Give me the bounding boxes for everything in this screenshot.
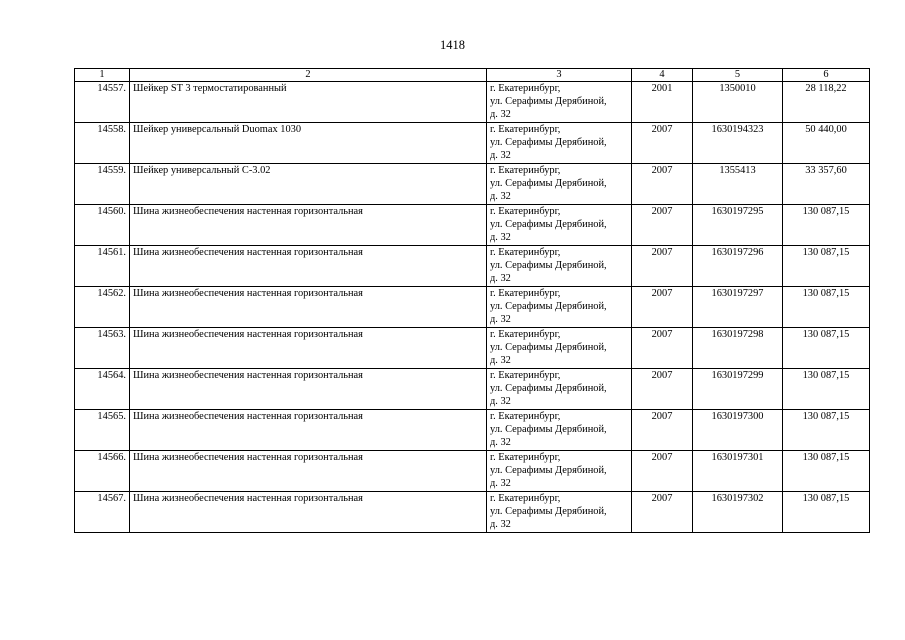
item-year: 2007 [632, 246, 693, 287]
address-line: ул. Серафимы Дерябиной, [490, 95, 607, 107]
item-address [487, 369, 632, 410]
address-line: ул. Серафимы Дерябиной, [490, 177, 607, 189]
item-name: Шина жизнеобеспечения настенная горизонтальная [130, 492, 487, 533]
row-number: 14558. [75, 123, 130, 164]
item-cost: 130 087,15 [783, 451, 870, 492]
item-address [487, 164, 632, 205]
address-line: г. Екатеринбург, [490, 411, 561, 422]
address-line: д. 32 [490, 395, 511, 407]
item-name: Шина жизнеобеспечения настенная горизонтальная [130, 328, 487, 369]
inventory-number: 1350010 [693, 82, 783, 123]
item-name: Шина жизнеобеспечения настенная горизонтальная [130, 287, 487, 328]
inventory-number: 1630197297 [693, 287, 783, 328]
row-number: 14567. [75, 492, 130, 533]
item-address [487, 82, 632, 123]
address-line: д. 32 [490, 231, 511, 243]
item-year: 2007 [632, 451, 693, 492]
item-year: 2007 [632, 410, 693, 451]
address-line: г. Екатеринбург, [490, 124, 561, 135]
item-cost: 50 440,00 [783, 123, 870, 164]
address-line: г. Екатеринбург, [490, 288, 561, 299]
item-name: Шина жизнеобеспечения настенная горизонтальная [130, 451, 487, 492]
column-header: 2 [130, 69, 487, 82]
item-address [487, 328, 632, 369]
item-address [487, 287, 632, 328]
page-number: 1418 [440, 38, 465, 52]
item-cost: 130 087,15 [783, 410, 870, 451]
table-row [75, 164, 870, 205]
address-line: ул. Серафимы Дерябиной, [490, 300, 607, 312]
address-line: г. Екатеринбург, [490, 452, 561, 463]
table-row [75, 246, 870, 287]
item-cost: 130 087,15 [783, 369, 870, 410]
item-name: Шейкер универсальный С-3.02 [130, 164, 487, 205]
column-header: 6 [783, 69, 870, 82]
item-address [487, 205, 632, 246]
address-line: г. Екатеринбург, [490, 370, 561, 381]
item-address [487, 492, 632, 533]
table-row [75, 123, 870, 164]
column-header: 5 [693, 69, 783, 82]
address-line: г. Екатеринбург, [490, 165, 561, 176]
row-number: 14566. [75, 451, 130, 492]
item-year: 2007 [632, 492, 693, 533]
inventory-number: 1630194323 [693, 123, 783, 164]
row-number: 14557. [75, 82, 130, 123]
address-line: ул. Серафимы Дерябиной, [490, 218, 607, 230]
row-number: 14565. [75, 410, 130, 451]
item-cost: 130 087,15 [783, 287, 870, 328]
table-row [75, 328, 870, 369]
item-year: 2007 [632, 369, 693, 410]
address-line: ул. Серафимы Дерябиной, [490, 259, 607, 271]
address-line: ул. Серафимы Дерябиной, [490, 382, 607, 394]
row-number: 14563. [75, 328, 130, 369]
address-line: д. 32 [490, 477, 511, 489]
item-cost: 130 087,15 [783, 205, 870, 246]
table-row [75, 287, 870, 328]
address-line: г. Екатеринбург, [490, 83, 561, 94]
item-cost: 130 087,15 [783, 492, 870, 533]
address-line: ул. Серафимы Дерябиной, [490, 505, 607, 517]
column-header: 4 [632, 69, 693, 82]
inventory-number: 1630197296 [693, 246, 783, 287]
address-line: г. Екатеринбург, [490, 493, 561, 504]
item-year: 2007 [632, 123, 693, 164]
address-line: ул. Серафимы Дерябиной, [490, 423, 607, 435]
table-row [75, 205, 870, 246]
item-cost: 130 087,15 [783, 328, 870, 369]
item-address [487, 246, 632, 287]
row-number: 14561. [75, 246, 130, 287]
inventory-number: 1630197298 [693, 328, 783, 369]
item-cost: 130 087,15 [783, 246, 870, 287]
column-header: 3 [487, 69, 632, 82]
inventory-number: 1630197295 [693, 205, 783, 246]
item-name: Шина жизнеобеспечения настенная горизонтальная [130, 410, 487, 451]
table-row [75, 410, 870, 451]
address-line: г. Екатеринбург, [490, 329, 561, 340]
item-year: 2007 [632, 164, 693, 205]
item-name: Шейкер ST 3 термостатированный [130, 82, 487, 123]
address-line: д. 32 [490, 518, 511, 530]
item-cost: 28 118,22 [783, 82, 870, 123]
address-line: г. Екатеринбург, [490, 247, 561, 258]
row-number: 14564. [75, 369, 130, 410]
item-address [487, 410, 632, 451]
address-line: ул. Серафимы Дерябиной, [490, 341, 607, 353]
item-year: 2007 [632, 328, 693, 369]
address-line: ул. Серафимы Дерябиной, [490, 464, 607, 476]
item-year: 2007 [632, 205, 693, 246]
address-line: д. 32 [490, 354, 511, 366]
property-registry-table [74, 68, 870, 533]
item-cost: 33 357,60 [783, 164, 870, 205]
address-line: д. 32 [490, 313, 511, 325]
address-line: д. 32 [490, 190, 511, 202]
address-line: д. 32 [490, 108, 511, 120]
inventory-number: 1630197302 [693, 492, 783, 533]
item-name: Шина жизнеобеспечения настенная горизонтальная [130, 205, 487, 246]
row-number: 14560. [75, 205, 130, 246]
item-name: Шейкер универсальный Duomax 1030 [130, 123, 487, 164]
address-line: д. 32 [490, 272, 511, 284]
address-line: д. 32 [490, 436, 511, 448]
table-row [75, 369, 870, 410]
inventory-number: 1630197300 [693, 410, 783, 451]
table-body [75, 82, 870, 533]
table-row [75, 82, 870, 123]
row-number: 14562. [75, 287, 130, 328]
address-line: ул. Серафимы Дерябиной, [490, 136, 607, 148]
item-year: 2007 [632, 287, 693, 328]
table-row [75, 451, 870, 492]
address-line: д. 32 [490, 149, 511, 161]
item-name: Шина жизнеобеспечения настенная горизонтальная [130, 246, 487, 287]
column-header: 1 [75, 69, 130, 82]
inventory-number: 1355413 [693, 164, 783, 205]
row-number: 14559. [75, 164, 130, 205]
inventory-number: 1630197301 [693, 451, 783, 492]
item-address [487, 123, 632, 164]
item-name: Шина жизнеобеспечения настенная горизонтальная [130, 369, 487, 410]
table-header-row [75, 69, 870, 82]
item-year: 2001 [632, 82, 693, 123]
item-address [487, 451, 632, 492]
address-line: г. Екатеринбург, [490, 206, 561, 217]
table-row [75, 492, 870, 533]
inventory-number: 1630197299 [693, 369, 783, 410]
